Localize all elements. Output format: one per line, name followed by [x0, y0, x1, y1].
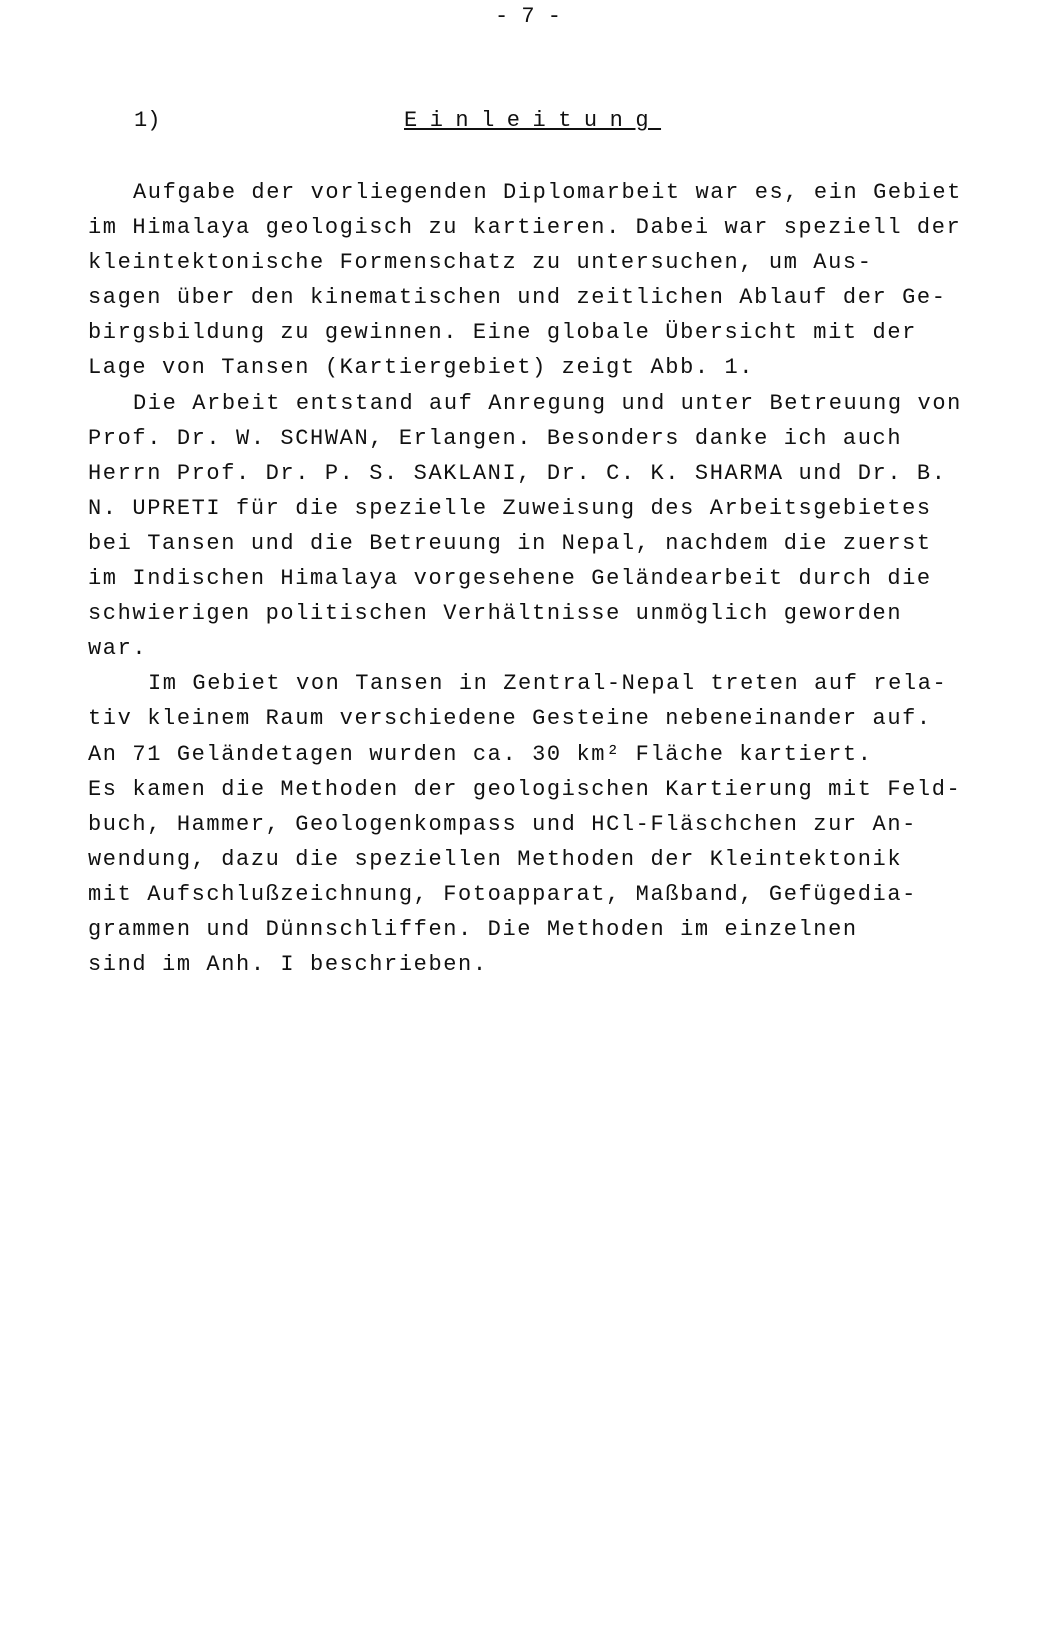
paragraph-2-line-5: bei Tansen und die Betreuung in Nepal, nachdem die zuerst [88, 530, 932, 556]
paragraph-1-line-5: birgsbildung zu gewinnen. Eine globale Übersicht mit der [88, 320, 917, 346]
paragraph-2-line-3: Herrn Prof. Dr. P. S. SAKLANI, Dr. C. K. SHARMA und Dr. B. [88, 460, 947, 486]
paragraph-1-line-2: im Himalaya geologisch zu kartieren. Dabei war speziell der [88, 215, 962, 241]
paragraph-2-line-6: im Indischen Himalaya vorgesehene Geländearbeit durch die [88, 566, 932, 592]
paragraph-3-line-9: sind im Anh. I beschrieben. [88, 952, 488, 978]
paragraph-1-line-1: Aufgabe der vorliegenden Diplomarbeit war es, ein Gebiet [133, 180, 962, 205]
paragraph-2-line-7: schwierigen politischen Verhältnisse unmöglich geworden [88, 601, 903, 627]
paragraph-3-line-8: grammen und Dünnschliffen. Die Methoden im einzelnen [88, 916, 858, 942]
paragraph-2-line-8: war. [88, 636, 148, 662]
paragraph-3-line-6: wendung, dazu die speziellen Methoden der Kleintektonik [88, 846, 903, 872]
paragraph-3-line-5: buch, Hammer, Geologenkompass und HCl-Fläschchen zur An- [88, 811, 917, 837]
paragraph-1-line-4: sagen über den kinematischen und zeitlichen Ablauf der Ge- [88, 285, 947, 311]
paragraph-3-line-4: Es kamen die Methoden der geologischen Kartierung mit Feld- [88, 776, 962, 802]
paragraph-1-line-6: Lage von Tansen (Kartiergebiet) zeigt Abb. 1. [88, 355, 755, 381]
page-number: - 7 - [494, 4, 561, 29]
paragraph-2-line-4: N. UPRETI für die spezielle Zuweisung des Arbeitsgebietes [88, 495, 932, 521]
paragraph-1-line-3: kleintektonische Formenschatz zu untersuchen, um Aus- [88, 250, 873, 276]
paragraph-2-line-1: Die Arbeit entstand auf Anregung und unter Betreuung von [133, 390, 962, 416]
paragraph-3-line-1: Im Gebiet von Tansen in Zentral-Nepal treten auf rela- [148, 671, 948, 697]
paragraph-3-line-2: tiv kleinem Raum verschiedene Gesteine nebeneinander auf. [88, 706, 932, 732]
body-text [88, 175, 1038, 982]
section-title: Einleitung [404, 108, 662, 133]
section-heading [0, 106, 1056, 136]
paragraph-3-line-3: An 71 Geländetagen wurden ca. 30 km² Fläche kartiert. [88, 741, 873, 767]
section-number: 1) [134, 108, 161, 133]
paragraph-2-line-2: Prof. Dr. W. SCHWAN, Erlangen. Besonders danke ich auch [88, 425, 903, 451]
paragraph-3-line-7: mit Aufschlußzeichnung, Fotoapparat, Maßband, Gefügedia- [88, 881, 917, 907]
